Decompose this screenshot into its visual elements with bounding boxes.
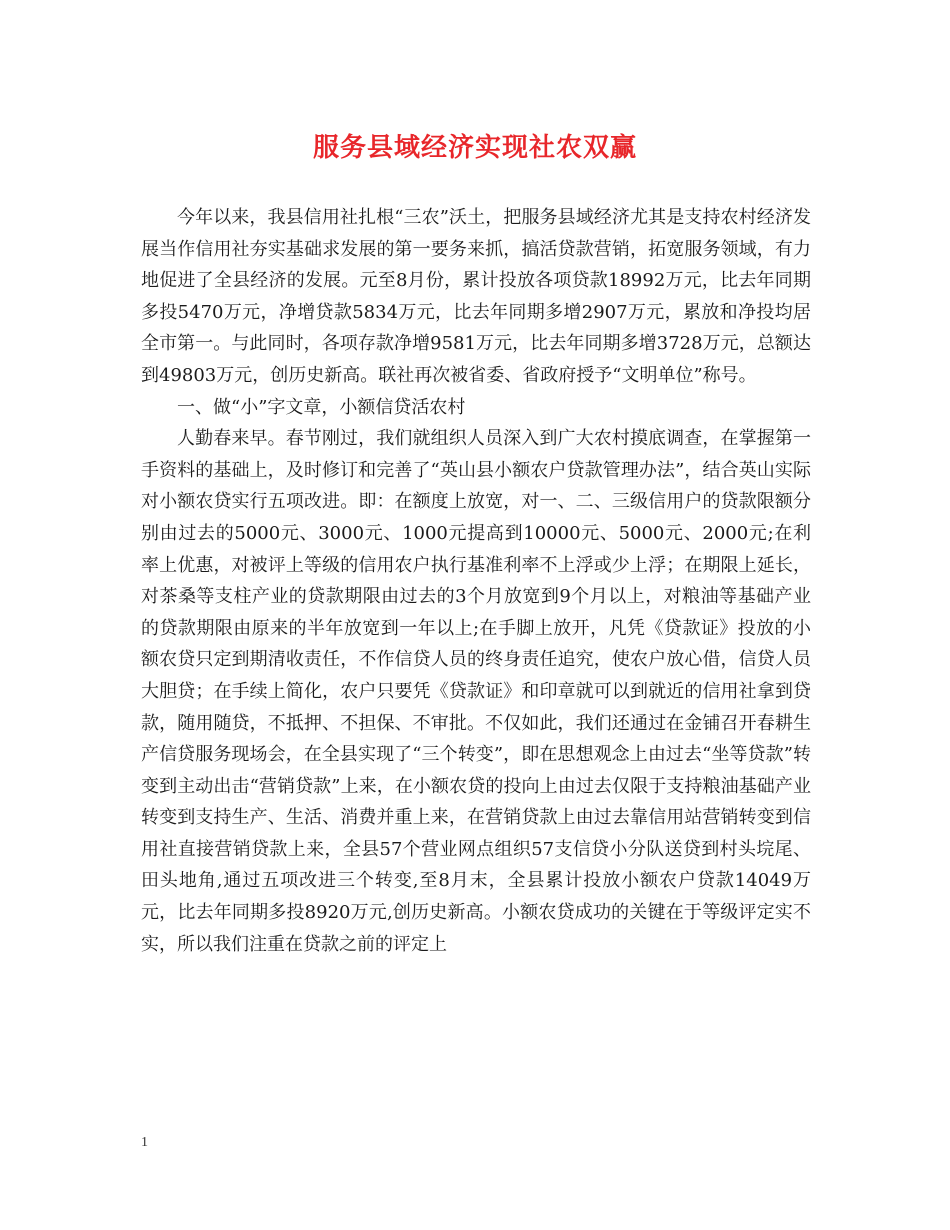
paragraph-section-1: 人勤春来早。春节刚过，我们就组织人员深入到广大农村摸底调查，在掌握第一手资料的基础上，及时修订和完善了“英山县小额农户贷款管理办法”，结合英山实际对小额农贷实行五项改进。即：在额度上放宽，对一、二、三级信用户的贷款限额分别由过去的5000元、3000元、1000元提高到10000元、5000元、2000元;在利率上优惠，对被评上等级的信用农户执行基准利率不上浮或少上浮；在期限上延长，对茶桑等支柱产业的贷款期限由过去的3个月放宽到9个月以上，对粮油等基础产业的贷款期限由原来的半年放宽到一年以上;在手脚上放开，凡凭《贷款证》投放的小额农贷只定到期清收责任，不作信贷人员的终身责任追究，使农户放心借，信贷人员大胆贷；在手续上简化，农户只要凭《贷款证》和印章就可以到就近的信用社拿到贷款，随用随贷，不抵押、不担保、不审批。不仅如此，我们还通过在金铺召开春耕生产信贷服务现场会，在全县实现了“三个转变”，即在思想观念上由过去“坐等贷款”转变到主动出击“营销贷款”上来，在小额农贷的投向上由过去仅限于支持粮油基础产业转变到支持生产、生活、消费并重上来，在营销贷款上由过去靠信用站营销转变到信用社直接营销贷款上来，全县57个营业网点组织57支信贷小分队送贷到村头垸尾、田头地角,通过五项改进三个转变,至8月末，全县累计投放小额农户贷款14049万元，比去年同期多投8920万元,创历史新高。小额农贷成功的关键在于等级评定实不实，所以我们注重在贷款之前的评定上 xyxy=(141,428,811,955)
page-number: 1 xyxy=(141,1135,148,1150)
paragraph-intro: 今年以来，我县信用社扎根“三农”沃土，把服务县域经济尤其是支持农村经济发展当作信用社夯实基础求发展的第一要务来抓，搞活贷款营销，拓宽服务领域，有力地促进了全县经济的发展。元至8月份，累计投放各项贷款18992万元，比去年同期多投5470万元，净增贷款5834万元，比去年同期多增2907万元，累放和净投均居全市第一。与此同时，各项存款净增9581万元，比去年同期多增3728万元，总额达到49803万元，创历史新高。联社再次被省委、省政府授予“文明单位”称号。 xyxy=(141,207,811,386)
document-title: 服务县域经济实现社农双赢 xyxy=(312,133,637,163)
document-body xyxy=(141,202,811,960)
section-heading: 一、做“小”字文章，小额信贷活农村 xyxy=(177,396,466,418)
